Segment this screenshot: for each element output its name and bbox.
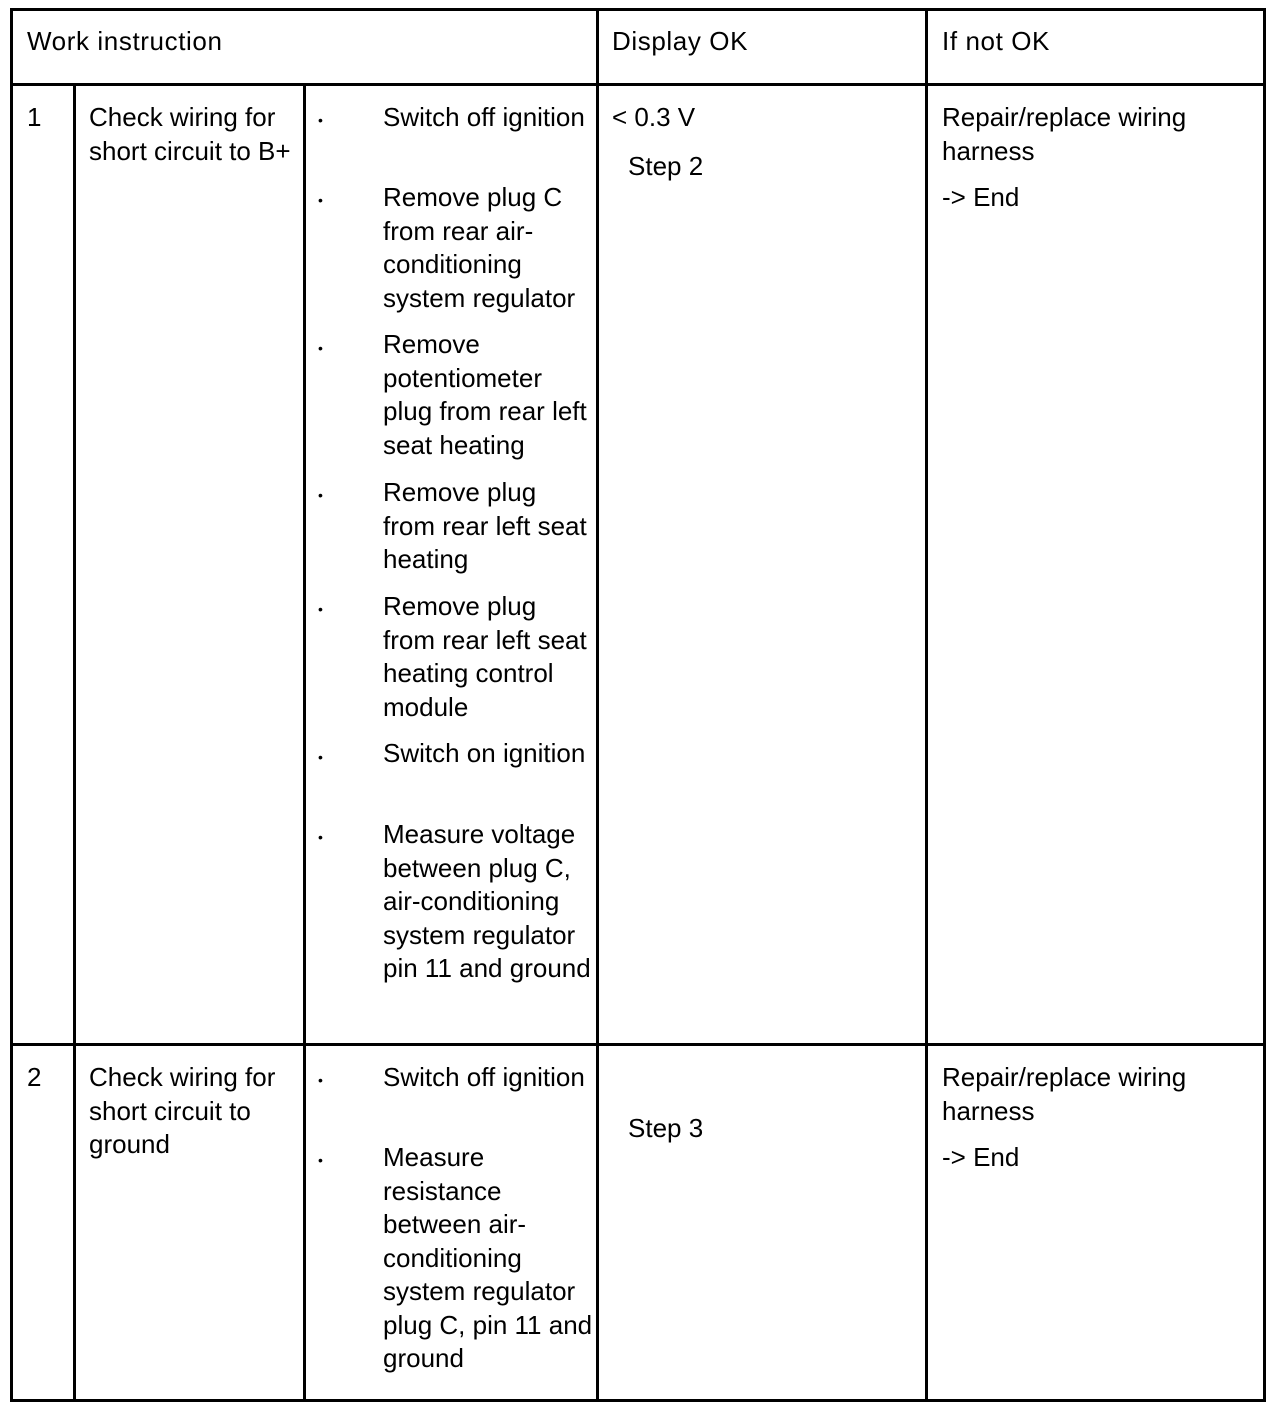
bullet-icon: • xyxy=(318,192,323,208)
row-1-if-not-ok-action: Repair/replace wiring harness xyxy=(942,102,1187,166)
row-2-step-2: Measure resistance between air-conditioning system regulator plug C, pin 11 and ground xyxy=(383,1142,593,1373)
if-not-ok-column-divider xyxy=(925,8,928,1402)
bullet-icon: • xyxy=(318,1152,323,1168)
bullet-icon: • xyxy=(318,829,323,845)
row-2-step-1: Switch off ignition xyxy=(383,1062,585,1092)
table-border-bottom xyxy=(10,1399,1266,1402)
row-1-if-not-ok-next: -> End xyxy=(942,182,1020,212)
title-column-divider xyxy=(303,83,306,1402)
bullet-icon: • xyxy=(318,112,323,128)
bullet-icon: • xyxy=(318,1072,323,1088)
bullet-icon: • xyxy=(318,749,323,765)
table-border-left xyxy=(10,8,13,1402)
header-display-ok: Display OK xyxy=(612,26,749,56)
row-1-title: Check wiring for short circuit to B+ xyxy=(89,102,291,166)
row-divider xyxy=(10,1043,1266,1046)
row-1-step-7: Measure voltage between plug C, air-conditioning system regulator pin 11 and ground xyxy=(383,819,591,983)
row-2-if-not-ok-next: -> End xyxy=(942,1142,1020,1172)
row-1-step-2: Remove plug C from rear air-conditioning system regulator xyxy=(383,182,576,313)
row-1-number: 1 xyxy=(27,102,42,132)
row-1-display-ok-value: < 0.3 V xyxy=(612,102,696,132)
row-1-step-1: Switch off ignition xyxy=(383,102,585,132)
row-1-step-6: Switch on ignition xyxy=(383,738,586,768)
row-2-number: 2 xyxy=(27,1062,42,1092)
row-1-step-5: Remove plug from rear left seat heating control module xyxy=(383,591,587,722)
table-border-top xyxy=(10,8,1266,11)
header-row-divider xyxy=(10,83,1266,86)
bullet-icon: • xyxy=(318,487,323,503)
row-2-title: Check wiring for short circuit to ground xyxy=(89,1062,276,1159)
number-column-divider xyxy=(73,83,76,1402)
table-border-right xyxy=(1263,8,1266,1402)
row-1-step-3: Remove potentiometer plug from rear left seat heating xyxy=(383,329,587,460)
header-work-instruction: Work instruction xyxy=(27,26,223,56)
bullet-icon: • xyxy=(318,340,323,356)
row-1-display-ok-next: Step 2 xyxy=(628,151,704,181)
header-if-not-ok: If not OK xyxy=(942,26,1051,56)
row-1-step-4: Remove plug from rear left seat heating xyxy=(383,477,587,574)
display-ok-column-divider xyxy=(596,8,599,1402)
row-2-if-not-ok-action: Repair/replace wiring harness xyxy=(942,1062,1187,1126)
row-2-display-ok-next: Step 3 xyxy=(628,1113,704,1143)
bullet-icon: • xyxy=(318,601,323,617)
